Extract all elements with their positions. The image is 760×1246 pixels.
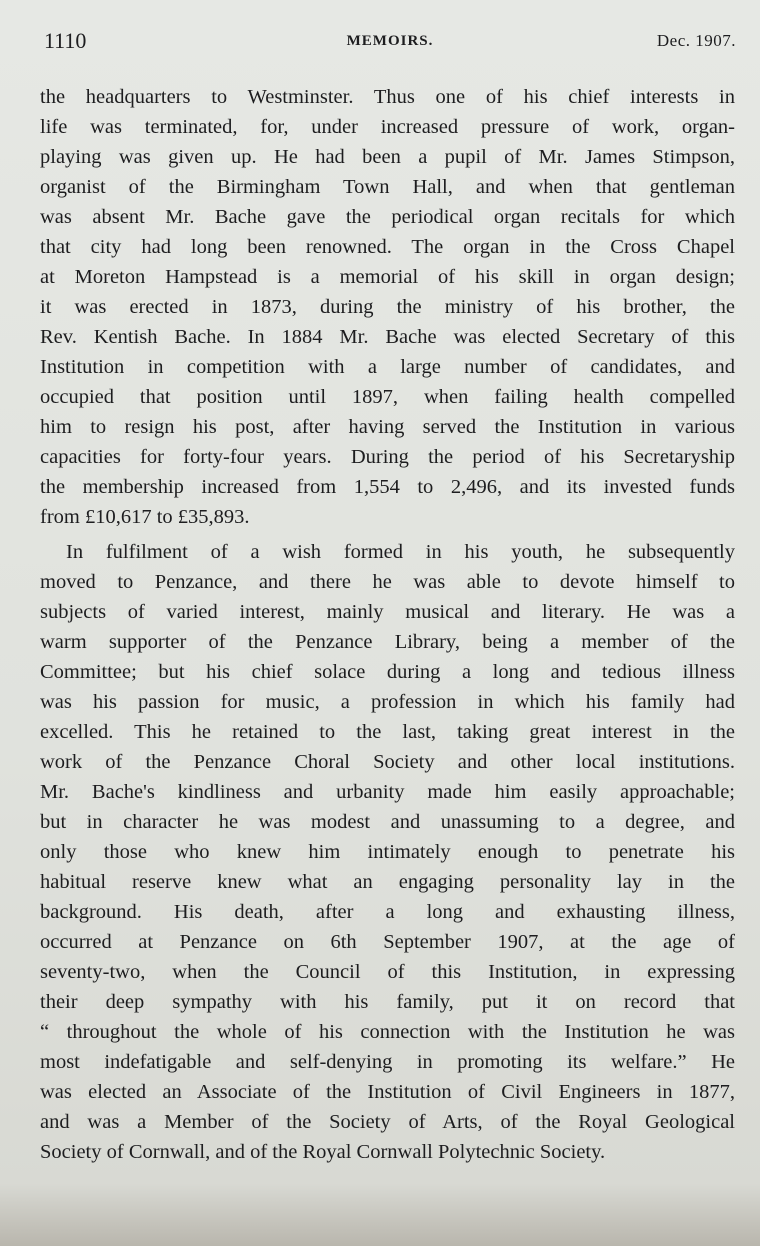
text-line: was elected an Associate of the Institution of Civil Engineers in 1877, bbox=[40, 1081, 735, 1103]
running-title: MEMOIRS. bbox=[346, 33, 434, 49]
text-line: it was erected in 1873, during the ministry of his brother, the bbox=[40, 296, 735, 318]
text-line: was his passion for music, a profession in which his family had bbox=[40, 691, 735, 713]
text-line: from £10,617 to £35,893. bbox=[40, 506, 250, 528]
text-line: Society of Cornwall, and of the Royal Cornwall Polytechnic Society. bbox=[40, 1141, 606, 1163]
text-line: occupied that position until 1897, when failing health compelled bbox=[40, 386, 735, 408]
text-line: In fulfilment of a wish formed in his youth, he subsequently bbox=[66, 541, 735, 563]
text-line: Rev. Kentish Bache. In 1884 Mr. Bache was elected Secretary of this bbox=[40, 326, 735, 348]
text-line: playing was given up. He had been a pupil of Mr. James Stimpson, bbox=[40, 146, 735, 168]
text-line: background. His death, after a long and exhausting illness, bbox=[40, 901, 735, 923]
text-line: moved to Penzance, and there he was able to devote himself to bbox=[40, 571, 735, 593]
text-line: seventy-two, when the Council of this Institution, in expressing bbox=[40, 961, 735, 983]
page-header bbox=[44, 28, 736, 58]
text-line: but in character he was modest and unassuming to a degree, and bbox=[40, 811, 735, 833]
text-line: was absent Mr. Bache gave the periodical organ recitals for which bbox=[40, 206, 735, 228]
text-line: Committee; but his chief solace during a long and tedious illness bbox=[40, 661, 735, 683]
text-line: the membership increased from 1,554 to 2,496, and its invested funds bbox=[40, 476, 735, 498]
text-line: most indefatigable and self-denying in promoting its welfare.” He bbox=[40, 1051, 735, 1073]
text-line: their deep sympathy with his family, put it on record that bbox=[40, 991, 735, 1013]
text-line: capacities for forty-four years. During the period of his Secretaryship bbox=[40, 446, 735, 468]
paragraph-1 bbox=[40, 82, 735, 532]
text-line: at Moreton Hampstead is a memorial of his skill in organ design; bbox=[40, 266, 735, 288]
text-line: subjects of varied interest, mainly musical and literary. He was a bbox=[40, 601, 735, 623]
text-line: warm supporter of the Penzance Library, being a member of the bbox=[40, 631, 735, 653]
text-line: work of the Penzance Choral Society and other local institutions. bbox=[40, 751, 735, 773]
text-line: organist of the Birmingham Town Hall, and when that gentleman bbox=[40, 176, 735, 198]
page-number: 1110 bbox=[44, 28, 87, 53]
text-line: and was a Member of the Society of Arts, of the Royal Geological bbox=[40, 1111, 735, 1133]
text-line: excelled. This he retained to the last, taking great interest in the bbox=[40, 721, 735, 743]
header-date: Dec. 1907. bbox=[656, 31, 736, 50]
text-line: habitual reserve knew what an engaging personality lay in the bbox=[40, 871, 735, 893]
text-line: Mr. Bache's kindliness and urbanity made him easily approachable; bbox=[40, 781, 735, 803]
text-line: life was terminated, for, under increased pressure of work, organ- bbox=[40, 116, 735, 138]
text-line: the headquarters to Westminster. Thus one of his chief interests in bbox=[40, 86, 735, 108]
text-line: only those who knew him intimately enough to penetrate his bbox=[40, 841, 735, 863]
text-line: him to resign his post, after having served the Institution in various bbox=[40, 416, 735, 438]
text-line: Institution in competition with a large number of candidates, and bbox=[40, 356, 735, 378]
text-line: “ throughout the whole of his connection with the Institution he was bbox=[40, 1021, 735, 1043]
paragraph-2 bbox=[40, 537, 735, 1167]
body-text bbox=[40, 82, 735, 1167]
text-line: that city had long been renowned. The organ in the Cross Chapel bbox=[40, 236, 735, 258]
text-line: occurred at Penzance on 6th September 1907, at the age of bbox=[40, 931, 735, 953]
